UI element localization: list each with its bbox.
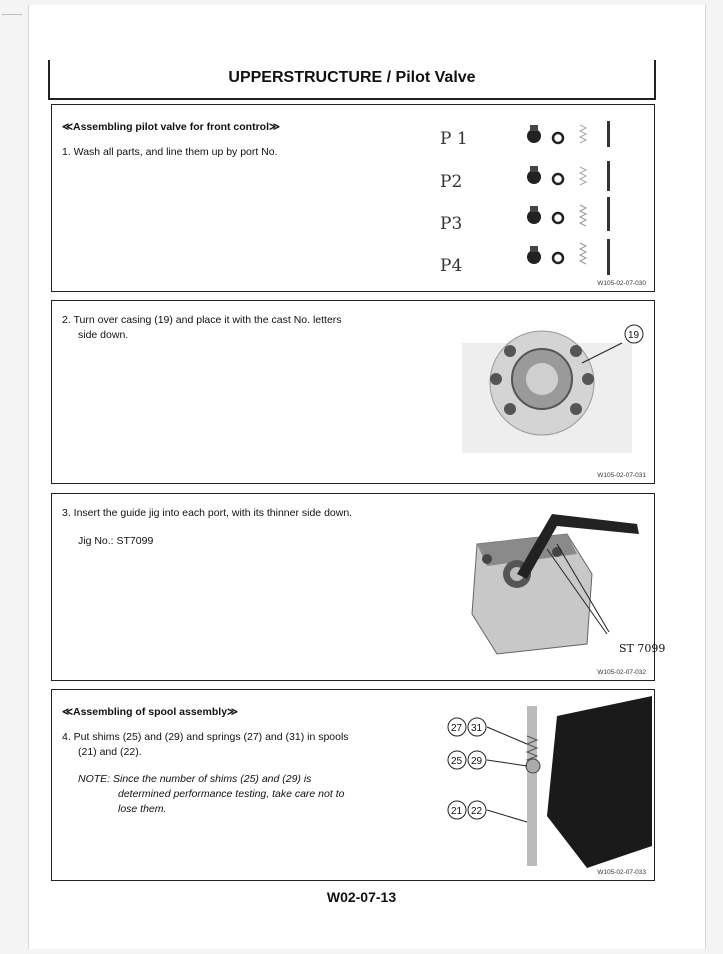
port-label-p1: P 1 [440,129,468,149]
panel-turn-over-casing [51,300,655,484]
note-text: NOTE: Since the number of shims (25) and (29) is determined performance testing, take care not to lose them. [78,773,345,815]
callout-29 [468,751,486,769]
guide-jig-figure [457,504,666,664]
page-header [48,60,656,100]
callout-31 [468,718,486,736]
port-row-p1 [440,121,610,149]
page-number: W02-07-13 [326,889,397,905]
figure-code-032: W105-02-07-032 [597,669,646,676]
port-label-p2: P2 [440,172,463,192]
spool-assembly-figure [437,696,652,868]
casing-figure [452,313,652,463]
svg-text:25: 25 [451,756,463,767]
page-title: UPPERSTRUCTURE / Pilot Valve [228,69,476,86]
step-3-text: 3. Insert the guide jig into each port, with its thinner side down. [62,507,353,519]
panel-spool-assembly [51,689,655,881]
jig-number: Jig No.: ST7099 [78,535,154,547]
callout-27 [448,718,466,736]
port-label-p3: P3 [440,214,463,234]
panel-wash-parts [51,104,655,292]
callout-19-label: 19 [628,330,640,341]
port-row-p4 [440,239,610,276]
svg-text:22: 22 [471,806,483,817]
callout-25 [448,751,466,769]
parts-by-port-figure [432,111,652,281]
panel-insert-guide-jig [51,493,666,681]
callout-22 [468,801,486,819]
corner-mark [2,14,22,15]
callout-21 [448,801,466,819]
section-heading-spool-assembly: ≪Assembling of spool assembly≫ [62,706,239,718]
port-row-p2 [440,161,610,192]
section-heading-front-control: ≪Assembling pilot valve for front control≫ [62,121,281,133]
step-1-text: 1. Wash all parts, and line them up by port No. [62,146,278,158]
step-2-text: 2. Turn over casing (19) and place it with the cast No. letters side down. [62,314,342,341]
svg-text:31: 31 [471,723,483,734]
figure-code-033: W105-02-07-033 [597,869,646,876]
figure-code-030: W105-02-07-030 [597,280,646,287]
svg-text:29: 29 [471,756,483,767]
port-row-p3 [440,197,610,234]
tool-label-st7099: ST 7099 [619,642,666,655]
port-label-p4: P4 [440,256,463,276]
svg-text:27: 27 [451,723,463,734]
figure-code-031: W105-02-07-031 [597,472,646,479]
step-4-text: 4. Put shims (25) and (29) and springs (27) and (31) in spools (21) and (22). [62,731,349,758]
svg-text:21: 21 [451,806,463,817]
